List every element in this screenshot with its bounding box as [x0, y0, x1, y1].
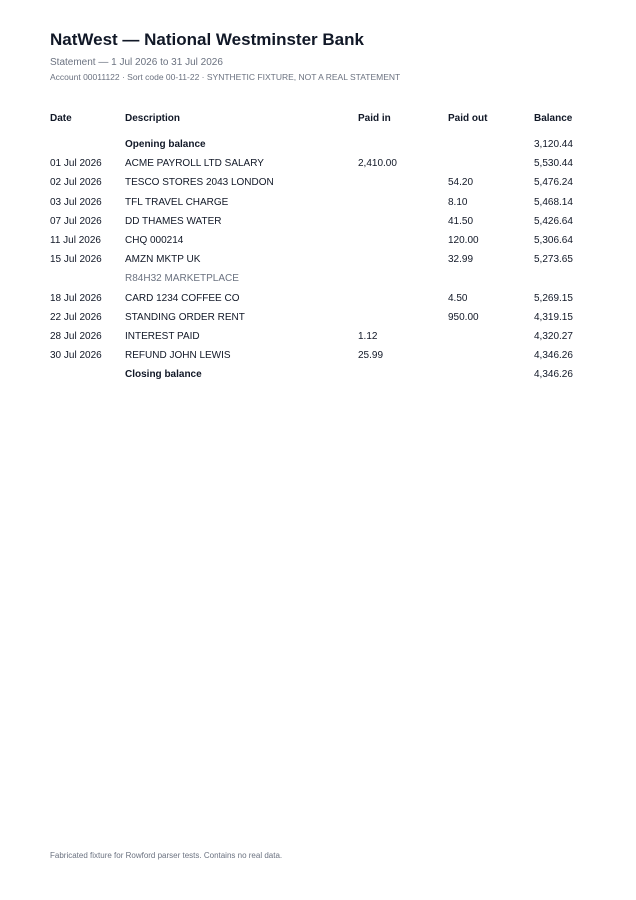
cell-balance: 4,346.26: [534, 350, 573, 362]
column-header-balance: Balance: [534, 113, 573, 124]
cell-date: [50, 365, 125, 384]
cell-balance: [534, 269, 586, 288]
cell-date: 01 Jul 2026: [50, 158, 102, 170]
cell-description: STANDING ORDER RENT: [125, 311, 245, 323]
cell-date: 18 Jul 2026: [50, 292, 102, 304]
cell-paid-in: [358, 308, 448, 327]
cell-paid-out: 54.20: [448, 177, 474, 189]
cell-date: 30 Jul 2026: [50, 350, 102, 362]
cell-description: Opening balance: [125, 139, 206, 151]
table-row: [50, 308, 586, 327]
column-header-date: Date: [50, 113, 72, 124]
cell-paid-in: [358, 231, 448, 250]
table-row: [50, 327, 586, 346]
cell-paid-out: [448, 154, 534, 173]
cell-paid-in: [358, 269, 448, 288]
statement-page: [50, 30, 586, 384]
account-details: Account 00011122 · Sort code 00-11-22 · SYNTHETIC FIXTURE, NOT A REAL STATEMENT: [50, 72, 401, 82]
cell-date: 02 Jul 2026: [50, 177, 102, 189]
cell-paid-out: 32.99: [448, 254, 474, 266]
footer-note: Fabricated fixture for Rowford parser tests. Contains no real data.: [50, 851, 283, 860]
cell-paid-in: [358, 212, 448, 231]
cell-description: REFUND JOHN LEWIS: [125, 350, 231, 362]
balance-summary-row: [50, 135, 586, 154]
cell-date: 07 Jul 2026: [50, 215, 102, 227]
cell-paid-in: 2,410.00: [358, 158, 397, 170]
cell-date: 11 Jul 2026: [50, 235, 101, 247]
balance-summary-row: [50, 365, 586, 384]
cell-date: 22 Jul 2026: [50, 311, 102, 323]
cell-paid-out: [448, 135, 534, 154]
table-row: [50, 250, 586, 269]
cell-balance: 4,319.15: [534, 311, 573, 323]
cell-description: INTEREST PAID: [125, 330, 200, 342]
cell-paid-out: 120.00: [448, 235, 479, 247]
table-row: [50, 173, 586, 192]
cell-balance: 5,530.44: [534, 158, 573, 170]
cell-balance: 5,306.64: [534, 235, 573, 247]
cell-date: 03 Jul 2026: [50, 196, 102, 208]
cell-balance: 5,269.15: [534, 292, 573, 304]
cell-paid-in: [358, 193, 448, 212]
cell-description: CARD 1234 COFFEE CO: [125, 292, 240, 304]
table-row: [50, 231, 586, 250]
statement-period: Statement — 1 Jul 2026 to 31 Jul 2026: [50, 57, 223, 68]
cell-description: Closing balance: [125, 369, 202, 381]
page-title: NatWest — National Westminster Bank: [50, 30, 364, 49]
cell-paid-out: 8.10: [448, 196, 468, 208]
cell-paid-in: 25.99: [358, 350, 384, 362]
cell-date: 28 Jul 2026: [50, 330, 102, 342]
table-header-row: [50, 113, 586, 135]
cell-date: [50, 269, 125, 288]
column-header-paid-out: Paid out: [448, 113, 488, 124]
column-header-description: Description: [125, 113, 181, 124]
cell-balance: 5,273.65: [534, 254, 573, 266]
cell-paid-out: [448, 365, 534, 384]
transactions-table: [50, 113, 586, 384]
cell-description: R84H32 MARKETPLACE: [125, 273, 239, 285]
table-row: [50, 346, 586, 365]
transactions-body: [50, 135, 586, 384]
cell-paid-out: [448, 327, 534, 346]
cell-balance: 5,468.14: [534, 196, 573, 208]
cell-paid-out: 41.50: [448, 215, 474, 227]
cell-balance: 3,120.44: [534, 139, 573, 151]
cell-description: AMZN MKTP UK: [125, 254, 201, 266]
cell-paid-in: [358, 173, 448, 192]
cell-paid-in: [358, 250, 448, 269]
cell-description: ACME PAYROLL LTD SALARY: [125, 158, 264, 170]
cell-balance: 5,426.64: [534, 215, 573, 227]
column-header-paid-in: Paid in: [358, 113, 391, 124]
cell-paid-in: [358, 289, 448, 308]
cell-description: DD THAMES WATER: [125, 215, 222, 227]
table-row: [50, 212, 586, 231]
table-row: [50, 154, 586, 173]
cell-balance: 4,320.27: [534, 330, 573, 342]
cell-balance: 5,476.24: [534, 177, 573, 189]
table-row: [50, 193, 586, 212]
table-row-continuation: [50, 269, 586, 288]
cell-date: [50, 135, 125, 154]
cell-paid-out: [448, 269, 534, 288]
cell-paid-out: 4.50: [448, 292, 468, 304]
cell-paid-in: [358, 135, 448, 154]
cell-description: CHQ 000214: [125, 235, 184, 247]
cell-paid-in: [358, 365, 448, 384]
cell-paid-out: [448, 346, 534, 365]
cell-description: TESCO STORES 2043 LONDON: [125, 177, 274, 189]
cell-paid-in: 1.12: [358, 330, 378, 342]
cell-balance: 4,346.26: [534, 369, 573, 381]
cell-description: TFL TRAVEL CHARGE: [125, 196, 229, 208]
cell-paid-out: 950.00: [448, 311, 479, 323]
cell-date: 15 Jul 2026: [50, 254, 102, 266]
table-row: [50, 289, 586, 308]
